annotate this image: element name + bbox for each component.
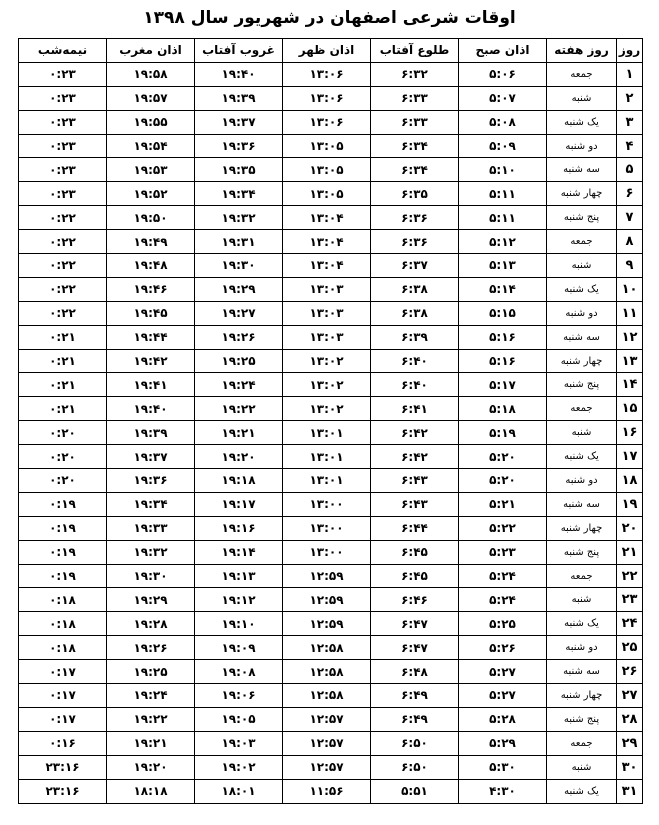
maghrib-cell: ۱۹:۲۴ [107,684,195,708]
dhuhr-cell: ۱۳:۰۰ [283,516,371,540]
sunrise-cell: ۶:۳۵ [371,182,459,206]
page-title: اوقات شرعی اصفهان در شهریور سال ۱۳۹۸ [143,8,516,28]
table-row [19,373,643,397]
header-midnight: نیمه‌شب [19,39,107,63]
fajr-cell: ۵:۲۴ [459,564,547,588]
fajr-cell: ۵:۳۰ [459,755,547,779]
weekday-cell: پنج شنبه [547,206,617,230]
maghrib-cell: ۱۹:۵۳ [107,158,195,182]
dhuhr-cell: ۱۲:۵۹ [283,564,371,588]
prayer-times-table [18,38,643,804]
table-row [19,325,643,349]
day-cell: ۲۴ [617,612,643,636]
day-cell: ۱۱ [617,301,643,325]
fajr-cell: ۵:۲۷ [459,684,547,708]
day-cell: ۱۹ [617,492,643,516]
table-row [19,660,643,684]
dhuhr-cell: ۱۳:۰۵ [283,158,371,182]
weekday-cell: دو شنبه [547,636,617,660]
dhuhr-cell: ۱۳:۰۰ [283,540,371,564]
maghrib-cell: ۱۹:۴۸ [107,254,195,278]
day-cell: ۶ [617,182,643,206]
fajr-cell: ۵:۱۱ [459,182,547,206]
day-cell: ۱۳ [617,349,643,373]
fajr-cell: ۵:۱۳ [459,254,547,278]
midnight-cell: ۰:۲۳ [19,134,107,158]
table-row [19,755,643,779]
day-cell: ۲ [617,86,643,110]
sunset-cell: ۱۹:۰۸ [195,660,283,684]
fajr-cell: ۵:۱۴ [459,277,547,301]
sunset-cell: ۱۹:۳۶ [195,134,283,158]
table-row [19,158,643,182]
sunrise-cell: ۶:۴۶ [371,588,459,612]
dhuhr-cell: ۱۳:۰۲ [283,349,371,373]
dhuhr-cell: ۱۳:۰۱ [283,421,371,445]
day-cell: ۴ [617,134,643,158]
table-row [19,230,643,254]
sunset-cell: ۱۹:۰۶ [195,684,283,708]
day-cell: ۱۷ [617,445,643,469]
dhuhr-cell: ۱۲:۵۷ [283,731,371,755]
weekday-cell: پنج شنبه [547,540,617,564]
sunrise-cell: ۵:۵۱ [371,779,459,803]
dhuhr-cell: ۱۳:۰۱ [283,445,371,469]
maghrib-cell: ۱۹:۵۰ [107,206,195,230]
fajr-cell: ۵:۱۷ [459,373,547,397]
day-cell: ۷ [617,206,643,230]
sunset-cell: ۱۹:۳۱ [195,230,283,254]
maghrib-cell: ۱۹:۵۷ [107,86,195,110]
dhuhr-cell: ۱۳:۰۱ [283,469,371,493]
header-maghrib: اذان مغرب [107,39,195,63]
fajr-cell: ۵:۲۶ [459,636,547,660]
sunrise-cell: ۶:۴۷ [371,636,459,660]
weekday-cell: یک شنبه [547,110,617,134]
sunset-cell: ۱۹:۲۰ [195,445,283,469]
sunrise-cell: ۶:۳۳ [371,86,459,110]
maghrib-cell: ۱۹:۴۶ [107,277,195,301]
table-row [19,254,643,278]
sunrise-cell: ۶:۴۴ [371,516,459,540]
weekday-cell: چهار شنبه [547,516,617,540]
day-cell: ۳۰ [617,755,643,779]
midnight-cell: ۰:۲۲ [19,277,107,301]
midnight-cell: ۰:۱۷ [19,660,107,684]
sunrise-cell: ۶:۳۸ [371,301,459,325]
day-cell: ۲۰ [617,516,643,540]
dhuhr-cell: ۱۳:۰۲ [283,397,371,421]
day-cell: ۳۱ [617,779,643,803]
midnight-cell: ۰:۱۸ [19,612,107,636]
table-row [19,588,643,612]
maghrib-cell: ۱۹:۵۵ [107,110,195,134]
midnight-cell: ۰:۲۳ [19,86,107,110]
maghrib-cell: ۱۹:۲۶ [107,636,195,660]
fajr-cell: ۵:۱۵ [459,301,547,325]
weekday-cell: یک شنبه [547,445,617,469]
header-day: روز [617,39,643,63]
day-cell: ۱۸ [617,469,643,493]
maghrib-cell: ۱۹:۴۲ [107,349,195,373]
midnight-cell: ۰:۲۳ [19,110,107,134]
midnight-cell: ۰:۲۰ [19,469,107,493]
weekday-cell: سه شنبه [547,660,617,684]
midnight-cell: ۰:۱۹ [19,516,107,540]
dhuhr-cell: ۱۳:۰۴ [283,254,371,278]
fajr-cell: ۵:۱۲ [459,230,547,254]
sunset-cell: ۱۹:۳۵ [195,158,283,182]
fajr-cell: ۵:۱۹ [459,421,547,445]
day-cell: ۱۵ [617,397,643,421]
sunset-cell: ۱۹:۳۷ [195,110,283,134]
table-row [19,445,643,469]
sunrise-cell: ۶:۵۰ [371,755,459,779]
day-cell: ۸ [617,230,643,254]
maghrib-cell: ۱۹:۵۸ [107,62,195,86]
dhuhr-cell: ۱۲:۵۷ [283,707,371,731]
midnight-cell: ۰:۲۲ [19,254,107,278]
midnight-cell: ۲۳:۱۶ [19,779,107,803]
table-row [19,492,643,516]
dhuhr-cell: ۱۳:۰۵ [283,182,371,206]
sunrise-cell: ۶:۴۳ [371,469,459,493]
sunset-cell: ۱۹:۴۰ [195,62,283,86]
sunset-cell: ۱۹:۳۲ [195,206,283,230]
maghrib-cell: ۱۹:۴۱ [107,373,195,397]
sunrise-cell: ۶:۴۹ [371,684,459,708]
maghrib-cell: ۱۹:۴۰ [107,397,195,421]
fajr-cell: ۵:۲۴ [459,588,547,612]
midnight-cell: ۰:۲۰ [19,445,107,469]
table-row [19,86,643,110]
midnight-cell: ۰:۲۳ [19,182,107,206]
fajr-cell: ۵:۰۸ [459,110,547,134]
dhuhr-cell: ۱۲:۵۹ [283,612,371,636]
weekday-cell: جمعه [547,230,617,254]
dhuhr-cell: ۱۲:۵۸ [283,684,371,708]
table-row [19,731,643,755]
weekday-cell: دو شنبه [547,469,617,493]
midnight-cell: ۰:۱۸ [19,636,107,660]
dhuhr-cell: ۱۳:۰۶ [283,110,371,134]
maghrib-cell: ۱۹:۳۹ [107,421,195,445]
weekday-cell: دو شنبه [547,301,617,325]
weekday-cell: سه شنبه [547,158,617,182]
weekday-cell: جمعه [547,397,617,421]
header-sunset: غروب آفتاب [195,39,283,63]
maghrib-cell: ۱۹:۴۴ [107,325,195,349]
dhuhr-cell: ۱۳:۰۰ [283,492,371,516]
weekday-cell: یک شنبه [547,612,617,636]
weekday-cell: چهار شنبه [547,684,617,708]
dhuhr-cell: ۱۲:۵۸ [283,636,371,660]
maghrib-cell: ۱۹:۲۲ [107,707,195,731]
sunrise-cell: ۶:۳۹ [371,325,459,349]
midnight-cell: ۰:۱۷ [19,707,107,731]
table-row [19,540,643,564]
table-row [19,110,643,134]
sunrise-cell: ۶:۴۰ [371,373,459,397]
sunrise-cell: ۶:۴۷ [371,612,459,636]
midnight-cell: ۰:۱۶ [19,731,107,755]
midnight-cell: ۲۳:۱۶ [19,755,107,779]
table-row [19,612,643,636]
sunset-cell: ۱۹:۳۹ [195,86,283,110]
sunset-cell: ۱۹:۱۲ [195,588,283,612]
maghrib-cell: ۱۹:۳۷ [107,445,195,469]
midnight-cell: ۰:۱۸ [19,588,107,612]
sunrise-cell: ۶:۳۴ [371,134,459,158]
sunset-cell: ۱۹:۲۲ [195,397,283,421]
fajr-cell: ۵:۲۰ [459,469,547,493]
sunset-cell: ۱۹:۳۰ [195,254,283,278]
day-cell: ۱ [617,62,643,86]
midnight-cell: ۰:۱۹ [19,540,107,564]
table-row [19,564,643,588]
day-cell: ۳ [617,110,643,134]
dhuhr-cell: ۱۳:۰۵ [283,134,371,158]
dhuhr-cell: ۱۲:۵۹ [283,588,371,612]
dhuhr-cell: ۱۳:۰۶ [283,62,371,86]
midnight-cell: ۰:۲۳ [19,158,107,182]
dhuhr-cell: ۱۳:۰۶ [283,86,371,110]
table-row [19,277,643,301]
dhuhr-cell: ۱۳:۰۲ [283,373,371,397]
day-cell: ۲۵ [617,636,643,660]
sunrise-cell: ۶:۴۱ [371,397,459,421]
sunrise-cell: ۶:۳۳ [371,110,459,134]
midnight-cell: ۰:۱۹ [19,564,107,588]
maghrib-cell: ۱۹:۴۹ [107,230,195,254]
sunset-cell: ۱۹:۱۴ [195,540,283,564]
table-row [19,636,643,660]
midnight-cell: ۰:۲۱ [19,397,107,421]
sunrise-cell: ۶:۴۸ [371,660,459,684]
midnight-cell: ۰:۲۱ [19,349,107,373]
sunset-cell: ۱۹:۲۵ [195,349,283,373]
sunset-cell: ۱۹:۱۰ [195,612,283,636]
header-row [19,39,643,63]
sunset-cell: ۱۹:۰۲ [195,755,283,779]
sunset-cell: ۱۹:۰۳ [195,731,283,755]
table-row [19,182,643,206]
table-row [19,206,643,230]
fajr-cell: ۵:۲۳ [459,540,547,564]
fajr-cell: ۵:۲۹ [459,731,547,755]
sunrise-cell: ۶:۴۰ [371,349,459,373]
maghrib-cell: ۱۹:۳۲ [107,540,195,564]
day-cell: ۲۳ [617,588,643,612]
header-fajr: اذان صبح [459,39,547,63]
maghrib-cell: ۱۹:۵۴ [107,134,195,158]
maghrib-cell: ۱۹:۳۰ [107,564,195,588]
sunrise-cell: ۶:۳۶ [371,230,459,254]
midnight-cell: ۰:۱۷ [19,684,107,708]
sunrise-cell: ۶:۳۲ [371,62,459,86]
sunrise-cell: ۶:۴۳ [371,492,459,516]
weekday-cell: یک شنبه [547,277,617,301]
day-cell: ۱۶ [617,421,643,445]
table-row [19,62,643,86]
day-cell: ۲۷ [617,684,643,708]
midnight-cell: ۰:۲۳ [19,62,107,86]
dhuhr-cell: ۱۱:۵۶ [283,779,371,803]
table-row [19,469,643,493]
sunset-cell: ۱۹:۱۶ [195,516,283,540]
sunrise-cell: ۶:۴۹ [371,707,459,731]
fajr-cell: ۵:۰۹ [459,134,547,158]
weekday-cell: دو شنبه [547,134,617,158]
table-row [19,421,643,445]
table-row [19,134,643,158]
sunrise-cell: ۶:۵۰ [371,731,459,755]
maghrib-cell: ۱۹:۳۳ [107,516,195,540]
sunset-cell: ۱۹:۲۶ [195,325,283,349]
day-cell: ۲۹ [617,731,643,755]
sunset-cell: ۱۹:۲۹ [195,277,283,301]
fajr-cell: ۵:۲۰ [459,445,547,469]
weekday-cell: پنج شنبه [547,373,617,397]
fajr-cell: ۵:۱۰ [459,158,547,182]
dhuhr-cell: ۱۳:۰۴ [283,206,371,230]
fajr-cell: ۵:۲۲ [459,516,547,540]
fajr-cell: ۵:۰۷ [459,86,547,110]
dhuhr-cell: ۱۳:۰۳ [283,325,371,349]
fajr-cell: ۵:۱۶ [459,325,547,349]
maghrib-cell: ۱۹:۵۲ [107,182,195,206]
table-row [19,301,643,325]
sunset-cell: ۱۹:۳۴ [195,182,283,206]
fajr-cell: ۵:۲۷ [459,660,547,684]
table-row [19,397,643,421]
weekday-cell: سه شنبه [547,325,617,349]
weekday-cell: چهار شنبه [547,349,617,373]
sunrise-cell: ۶:۴۲ [371,445,459,469]
day-cell: ۱۴ [617,373,643,397]
sunset-cell: ۱۹:۲۴ [195,373,283,397]
maghrib-cell: ۱۹:۲۹ [107,588,195,612]
sunset-cell: ۱۹:۱۳ [195,564,283,588]
table-body [19,62,643,803]
maghrib-cell: ۱۹:۲۰ [107,755,195,779]
header-sunrise: طلوع آفتاب [371,39,459,63]
weekday-cell: یک شنبه [547,779,617,803]
weekday-cell: شنبه [547,254,617,278]
maghrib-cell: ۱۹:۲۱ [107,731,195,755]
weekday-cell: شنبه [547,421,617,445]
sunrise-cell: ۶:۴۲ [371,421,459,445]
maghrib-cell: ۱۹:۲۵ [107,660,195,684]
sunset-cell: ۱۹:۲۱ [195,421,283,445]
sunrise-cell: ۶:۳۷ [371,254,459,278]
midnight-cell: ۰:۲۰ [19,421,107,445]
fajr-cell: ۵:۰۶ [459,62,547,86]
sunrise-cell: ۶:۴۵ [371,564,459,588]
weekday-cell: جمعه [547,564,617,588]
weekday-cell: پنج شنبه [547,707,617,731]
sunset-cell: ۱۹:۱۸ [195,469,283,493]
midnight-cell: ۰:۲۱ [19,373,107,397]
header-dhuhr: اذان ظهر [283,39,371,63]
fajr-cell: ۵:۱۱ [459,206,547,230]
dhuhr-cell: ۱۲:۵۷ [283,755,371,779]
sunset-cell: ۱۹:۰۹ [195,636,283,660]
day-cell: ۵ [617,158,643,182]
table-row [19,516,643,540]
day-cell: ۲۱ [617,540,643,564]
day-cell: ۱۲ [617,325,643,349]
maghrib-cell: ۱۹:۳۴ [107,492,195,516]
maghrib-cell: ۱۹:۳۶ [107,469,195,493]
dhuhr-cell: ۱۲:۵۸ [283,660,371,684]
fajr-cell: ۴:۳۰ [459,779,547,803]
midnight-cell: ۰:۲۲ [19,301,107,325]
fajr-cell: ۵:۱۸ [459,397,547,421]
day-cell: ۲۶ [617,660,643,684]
fajr-cell: ۵:۲۱ [459,492,547,516]
day-cell: ۲۸ [617,707,643,731]
table-row [19,779,643,803]
table-row [19,684,643,708]
table-row [19,707,643,731]
weekday-cell: شنبه [547,588,617,612]
sunrise-cell: ۶:۳۴ [371,158,459,182]
sunrise-cell: ۶:۴۵ [371,540,459,564]
day-cell: ۱۰ [617,277,643,301]
sunset-cell: ۱۹:۰۵ [195,707,283,731]
weekday-cell: شنبه [547,755,617,779]
day-cell: ۹ [617,254,643,278]
day-cell: ۲۲ [617,564,643,588]
maghrib-cell: ۱۹:۴۵ [107,301,195,325]
maghrib-cell: ۱۹:۲۸ [107,612,195,636]
maghrib-cell: ۱۸:۱۸ [107,779,195,803]
dhuhr-cell: ۱۳:۰۴ [283,230,371,254]
midnight-cell: ۰:۲۱ [19,325,107,349]
sunrise-cell: ۶:۳۶ [371,206,459,230]
midnight-cell: ۰:۱۹ [19,492,107,516]
fajr-cell: ۵:۲۸ [459,707,547,731]
fajr-cell: ۵:۲۵ [459,612,547,636]
dhuhr-cell: ۱۳:۰۳ [283,277,371,301]
sunset-cell: ۱۹:۱۷ [195,492,283,516]
weekday-cell: شنبه [547,86,617,110]
table-row [19,349,643,373]
weekday-cell: جمعه [547,62,617,86]
sunset-cell: ۱۸:۰۱ [195,779,283,803]
dhuhr-cell: ۱۳:۰۳ [283,301,371,325]
weekday-cell: سه شنبه [547,492,617,516]
header-weekday: روز هفته [547,39,617,63]
weekday-cell: جمعه [547,731,617,755]
midnight-cell: ۰:۲۲ [19,206,107,230]
sunrise-cell: ۶:۳۸ [371,277,459,301]
weekday-cell: چهار شنبه [547,182,617,206]
midnight-cell: ۰:۲۲ [19,230,107,254]
sunset-cell: ۱۹:۲۷ [195,301,283,325]
fajr-cell: ۵:۱۶ [459,349,547,373]
